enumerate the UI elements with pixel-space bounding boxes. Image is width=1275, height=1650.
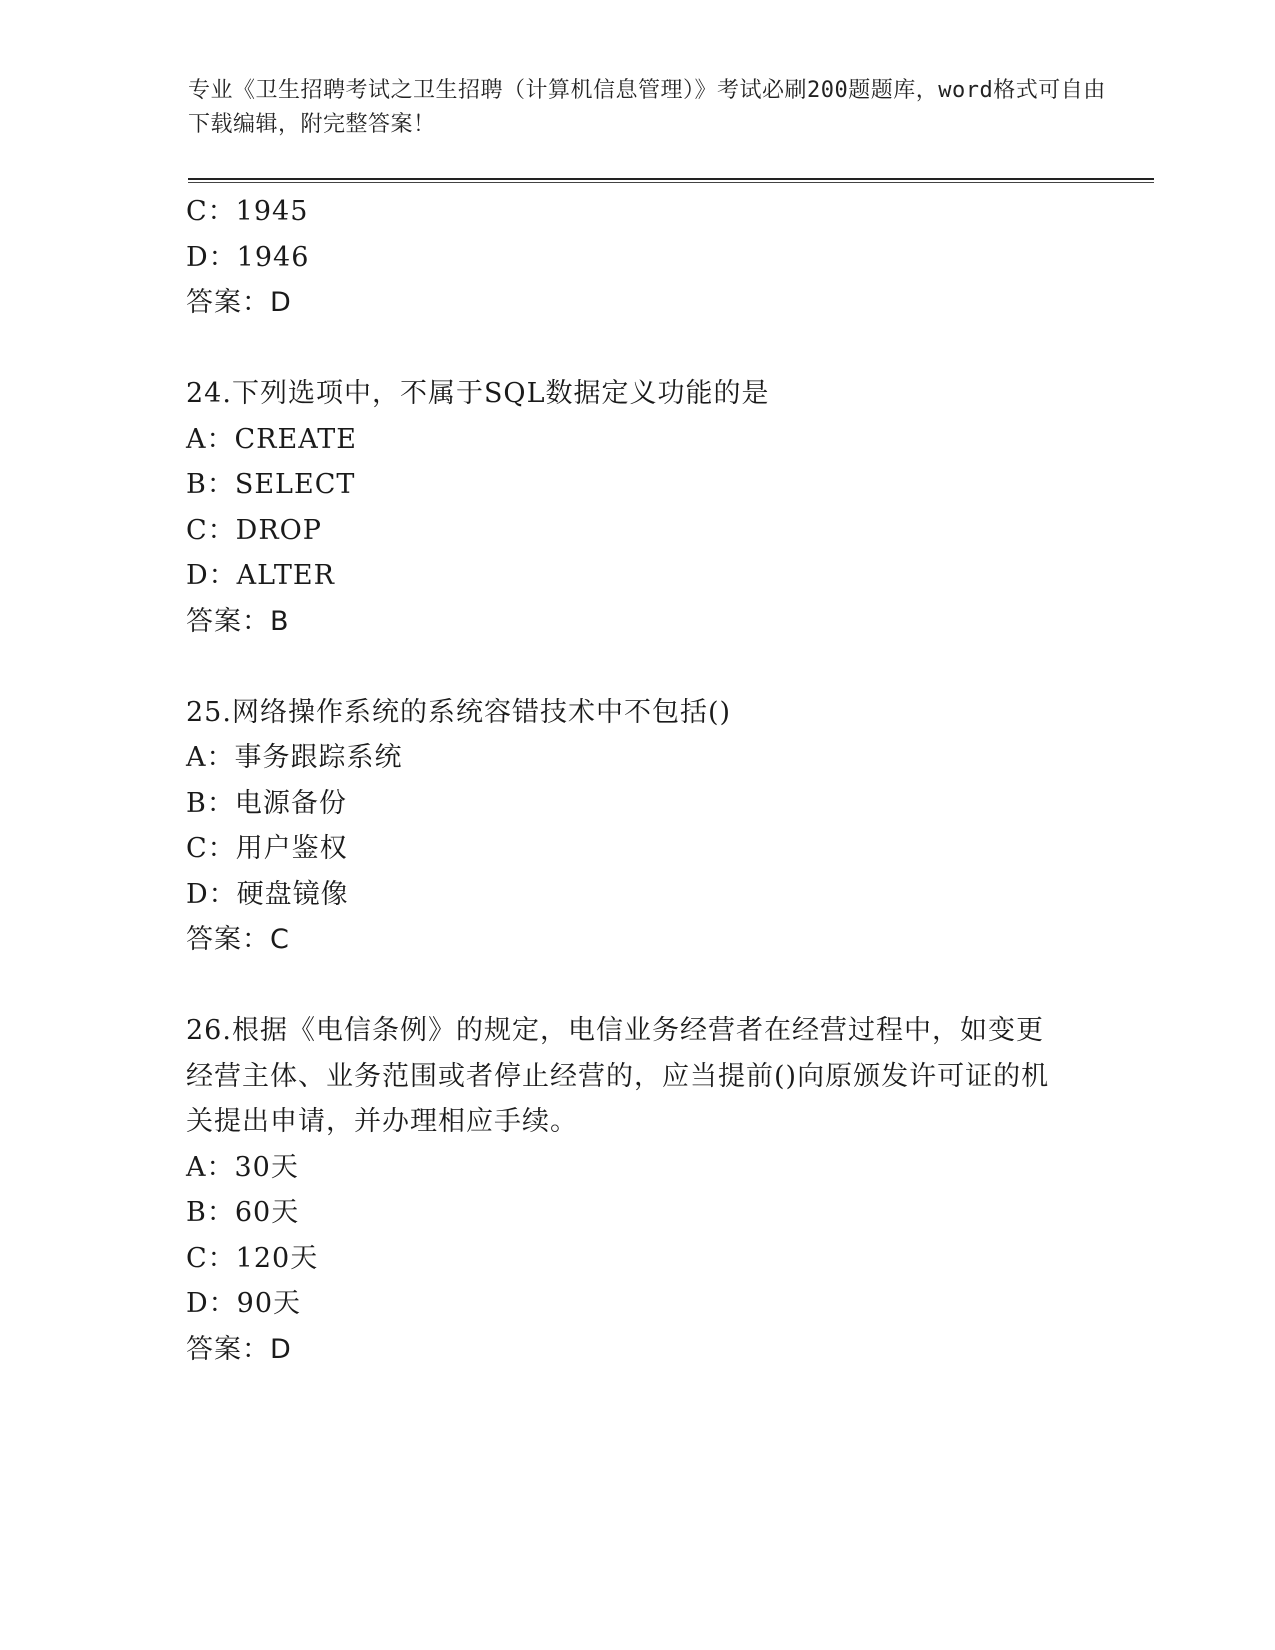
option-d xyxy=(186,872,1086,918)
option-label: A： xyxy=(186,1151,235,1183)
option-d xyxy=(186,553,1086,599)
question-list xyxy=(186,189,1086,1372)
option-label: C： xyxy=(186,514,236,546)
header-title: 专业《卫生招聘考试之卫生招聘（计算机信息管理）》考试必刷200题题库，word格式可自由下载编辑，附完整答案！ xyxy=(188,78,1106,137)
option-text: 30天 xyxy=(234,1151,299,1183)
option-a xyxy=(186,417,1086,463)
option-text: 用户鉴权 xyxy=(235,833,348,864)
option-text: ALTER xyxy=(236,560,335,591)
question-24 xyxy=(186,371,1086,644)
question-stem: 25.网络操作系统的系统容错技术中不包括() xyxy=(186,696,732,728)
option-b xyxy=(186,1190,1086,1236)
answer-line: 答案：B xyxy=(186,605,290,637)
option-label: B： xyxy=(186,1197,235,1228)
header-divider-thin xyxy=(188,182,1154,183)
option-label: C： xyxy=(186,833,236,864)
option-text: 电源备份 xyxy=(234,787,347,819)
option-c xyxy=(186,826,1086,872)
option-text: CREATE xyxy=(234,423,357,455)
option-label: D： xyxy=(186,1288,237,1319)
answer-line: 答案：D xyxy=(186,287,292,318)
option-d xyxy=(186,235,1086,281)
option-a xyxy=(186,735,1086,781)
option-text: 1946 xyxy=(236,241,310,273)
option-text: 60天 xyxy=(234,1197,300,1228)
option-d xyxy=(186,1281,1086,1327)
option-c xyxy=(186,189,1086,235)
question-25 xyxy=(186,690,1086,963)
option-label: D： xyxy=(186,241,237,273)
option-label: D： xyxy=(186,878,237,910)
question-stem: 24.下列选项中，不属于SQL数据定义功能的是 xyxy=(186,378,770,409)
question-fragment xyxy=(186,189,1086,326)
answer-line: 答案：C xyxy=(186,924,290,955)
option-text: DROP xyxy=(235,514,322,546)
option-c xyxy=(186,508,1086,554)
option-label: C： xyxy=(186,196,236,227)
option-text: 事务跟踪系统 xyxy=(234,742,403,773)
document-header xyxy=(188,74,1108,142)
option-label: B： xyxy=(186,469,235,500)
option-c xyxy=(186,1236,1086,1282)
option-text: 120天 xyxy=(235,1242,319,1274)
option-a xyxy=(186,1145,1086,1191)
option-b xyxy=(186,462,1086,508)
header-divider-thick xyxy=(188,178,1154,180)
option-label: B： xyxy=(186,787,235,819)
option-label: D： xyxy=(186,560,237,591)
answer-line: 答案：D xyxy=(186,1333,292,1365)
option-text: SELECT xyxy=(234,469,356,500)
option-text: 1945 xyxy=(235,196,309,227)
option-text: 90天 xyxy=(236,1288,302,1319)
option-label: A： xyxy=(186,423,235,455)
option-text: 硬盘镜像 xyxy=(236,878,349,910)
option-b xyxy=(186,781,1086,827)
option-label: C： xyxy=(186,1242,236,1274)
question-stem: 26.根据《电信条例》的规定，电信业务经营者在经营过程中，如变更经营主体、业务范围或者停止经营的，应当提前()向原颁发许可证的机关提出申请，并办理相应手续。 xyxy=(186,1015,1050,1137)
option-label: A： xyxy=(186,742,235,773)
question-26 xyxy=(186,1008,1086,1372)
